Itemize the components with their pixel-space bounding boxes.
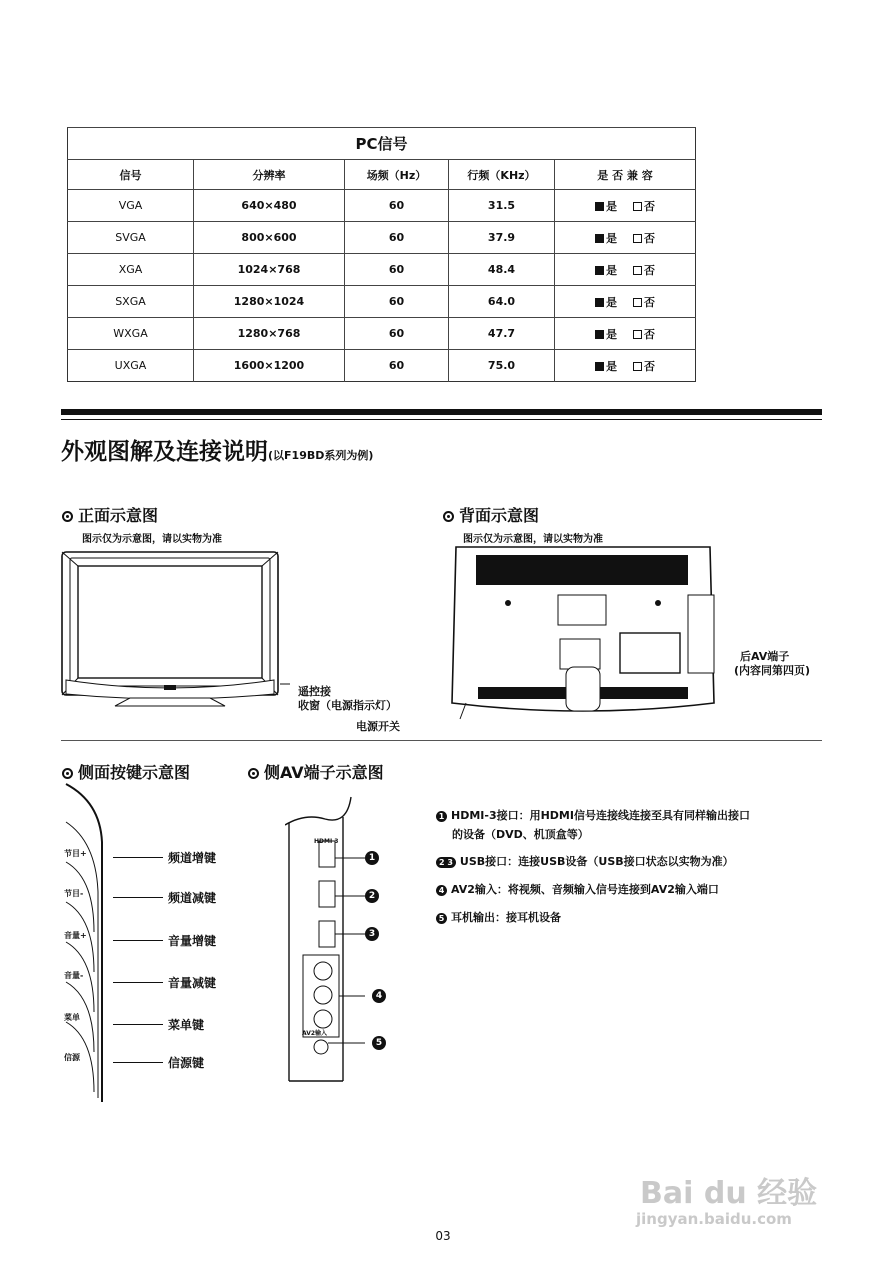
side-av-heading-text: 侧AV端子示意图 xyxy=(264,763,384,782)
col-header-signal: 信号 xyxy=(68,160,194,190)
table-header-row xyxy=(68,160,696,190)
watermark-url: jingyan.baidu.com xyxy=(636,1210,792,1228)
back-note: 图示仅为示意图，请以实物为准 xyxy=(463,534,603,545)
unchecked-box-icon xyxy=(633,266,642,275)
no-label: 否 xyxy=(644,263,655,277)
cell-compat xyxy=(555,286,696,318)
watermark-brand: Bai du 经验 xyxy=(640,1176,818,1211)
power-switch-label: 电源开关 xyxy=(356,720,400,733)
leader-line xyxy=(113,1062,163,1063)
no-label: 否 xyxy=(644,327,655,341)
cell-field: 60 xyxy=(345,222,449,254)
yes-label: 是 xyxy=(606,295,617,309)
table-row xyxy=(68,318,696,350)
cell-signal: SXGA xyxy=(68,286,194,318)
cell-compat xyxy=(555,254,696,286)
front-tv-illustration xyxy=(60,548,290,713)
unchecked-box-icon xyxy=(633,362,642,371)
col-header-resolution: 分辨率 xyxy=(194,160,345,190)
cell-line: 75.0 xyxy=(449,350,555,382)
key-label: 节目- xyxy=(64,889,84,898)
checked-box-icon xyxy=(595,298,604,307)
checked-box-icon xyxy=(595,362,604,371)
back-heading-text: 背面示意图 xyxy=(459,506,540,525)
callout-number: 3 xyxy=(365,927,379,941)
checked-box-icon xyxy=(595,202,604,211)
col-header-field: 场频（Hz） xyxy=(345,160,449,190)
cell-line: 47.7 xyxy=(449,318,555,350)
port-description xyxy=(436,853,734,869)
table-row xyxy=(68,222,696,254)
cell-signal: VGA xyxy=(68,190,194,222)
key-label: 节目+ xyxy=(64,849,87,858)
description-text: AV2输入：将视频、音频输入信号连接到AV2输入端口 xyxy=(451,883,719,896)
leader-line xyxy=(113,897,163,898)
yes-label: 是 xyxy=(606,359,617,373)
cell-resolution: 800×600 xyxy=(194,222,345,254)
front-view-heading xyxy=(62,503,158,526)
cell-signal: WXGA xyxy=(68,318,194,350)
cell-line: 37.9 xyxy=(449,222,555,254)
unchecked-box-icon xyxy=(633,298,642,307)
leader-line xyxy=(113,1024,163,1025)
port-description xyxy=(436,881,719,897)
no-label: 否 xyxy=(644,295,655,309)
number-badge: 5 xyxy=(436,913,447,924)
yes-label: 是 xyxy=(606,231,617,245)
description-text: USB接口：连接USB设备（USB接口状态以实物为准） xyxy=(459,855,734,868)
bullet-icon xyxy=(62,768,73,779)
front-heading-text: 正面示意图 xyxy=(78,506,159,525)
hdmi-port-label: HDMI 3 xyxy=(314,838,339,845)
front-note: 图示仅为示意图，请以实物为准 xyxy=(82,534,222,545)
key-function-label: 音量减键 xyxy=(168,976,217,990)
key-function-label: 频道增键 xyxy=(168,851,217,865)
leader-line xyxy=(113,857,163,858)
cell-resolution: 1024×768 xyxy=(194,254,345,286)
description-text: HDMI-3接口：用HDMI信号连接线连接至具有同样输出接口 xyxy=(451,809,750,822)
key-function-label: 信源键 xyxy=(168,1056,205,1070)
table-row xyxy=(68,190,696,222)
yes-label: 是 xyxy=(606,199,617,213)
key-label: 信源 xyxy=(64,1053,80,1062)
cell-compat xyxy=(555,350,696,382)
cell-field: 60 xyxy=(345,286,449,318)
col-header-line: 行频（KHz） xyxy=(449,160,555,190)
table-row xyxy=(68,350,696,382)
description-text: 耳机输出：接耳机设备 xyxy=(451,911,561,924)
remote-label-1: 遥控接 xyxy=(298,685,331,698)
cell-resolution: 1280×768 xyxy=(194,318,345,350)
number-badge: 4 xyxy=(436,885,447,896)
cell-field: 60 xyxy=(345,190,449,222)
table-title: PC信号 xyxy=(68,128,696,160)
remote-label-2: 收窗（电源指示灯） xyxy=(298,699,397,712)
cell-resolution: 1280×1024 xyxy=(194,286,345,318)
port-description xyxy=(436,909,561,925)
no-label: 否 xyxy=(644,359,655,373)
cell-line: 31.5 xyxy=(449,190,555,222)
side-keys-heading xyxy=(62,760,190,783)
key-label: 音量- xyxy=(64,971,84,980)
key-function-label: 频道减键 xyxy=(168,891,217,905)
cell-line: 48.4 xyxy=(449,254,555,286)
pc-signal-table xyxy=(67,127,696,382)
key-label: 菜单 xyxy=(64,1013,80,1022)
callout-number: 1 xyxy=(365,851,379,865)
bullet-icon xyxy=(62,511,73,522)
number-badge: 1 xyxy=(436,811,447,822)
callout-number: 4 xyxy=(372,989,386,1003)
back-tv-illustration xyxy=(448,543,718,725)
cell-signal: XGA xyxy=(68,254,194,286)
checked-box-icon xyxy=(595,266,604,275)
leader-line xyxy=(113,940,163,941)
section-title-text: 外观图解及连接说明 xyxy=(61,439,268,465)
side-av-heading xyxy=(248,760,384,783)
key-function-label: 音量增键 xyxy=(168,934,217,948)
section-subtitle: (以F19BD系列为例) xyxy=(268,449,374,462)
unchecked-box-icon xyxy=(633,202,642,211)
mid-divider xyxy=(61,740,822,741)
number-badge: 2 3 xyxy=(436,857,456,868)
yes-label: 是 xyxy=(606,327,617,341)
cell-signal: SVGA xyxy=(68,222,194,254)
cell-field: 60 xyxy=(345,318,449,350)
rear-av-label: 后AV端子 xyxy=(740,650,790,663)
bullet-icon xyxy=(443,511,454,522)
table-row xyxy=(68,254,696,286)
cell-field: 60 xyxy=(345,350,449,382)
cell-signal: UXGA xyxy=(68,350,194,382)
checked-box-icon xyxy=(595,234,604,243)
cell-resolution: 640×480 xyxy=(194,190,345,222)
section-divider-thin xyxy=(61,419,822,420)
cell-compat xyxy=(555,222,696,254)
checked-box-icon xyxy=(595,330,604,339)
no-label: 否 xyxy=(644,199,655,213)
key-label: 音量+ xyxy=(64,931,87,940)
side-keys-heading-text: 侧面按键示意图 xyxy=(78,763,191,782)
yes-label: 是 xyxy=(606,263,617,277)
cell-resolution: 1600×1200 xyxy=(194,350,345,382)
section-title xyxy=(61,433,373,466)
back-view-heading xyxy=(443,503,539,526)
cell-compat xyxy=(555,318,696,350)
cell-field: 60 xyxy=(345,254,449,286)
bullet-icon xyxy=(248,768,259,779)
description-text: 的设备（DVD、机顶盒等） xyxy=(452,828,589,841)
av2-port-label: AV2输入 xyxy=(302,1030,328,1037)
table-row xyxy=(68,286,696,318)
page-number: 03 xyxy=(435,1229,451,1243)
section-divider-thick xyxy=(61,409,822,415)
rear-av-note: (内容同第四页) xyxy=(734,664,811,677)
no-label: 否 xyxy=(644,231,655,245)
key-function-label: 菜单键 xyxy=(168,1018,205,1032)
unchecked-box-icon xyxy=(633,330,642,339)
cell-line: 64.0 xyxy=(449,286,555,318)
unchecked-box-icon xyxy=(633,234,642,243)
callout-number: 5 xyxy=(372,1036,386,1050)
port-description xyxy=(436,807,750,823)
col-header-compat: 是 否 兼 容 xyxy=(555,160,696,190)
port-description xyxy=(452,826,589,842)
leader-line xyxy=(113,982,163,983)
callout-number: 2 xyxy=(365,889,379,903)
cell-compat xyxy=(555,190,696,222)
